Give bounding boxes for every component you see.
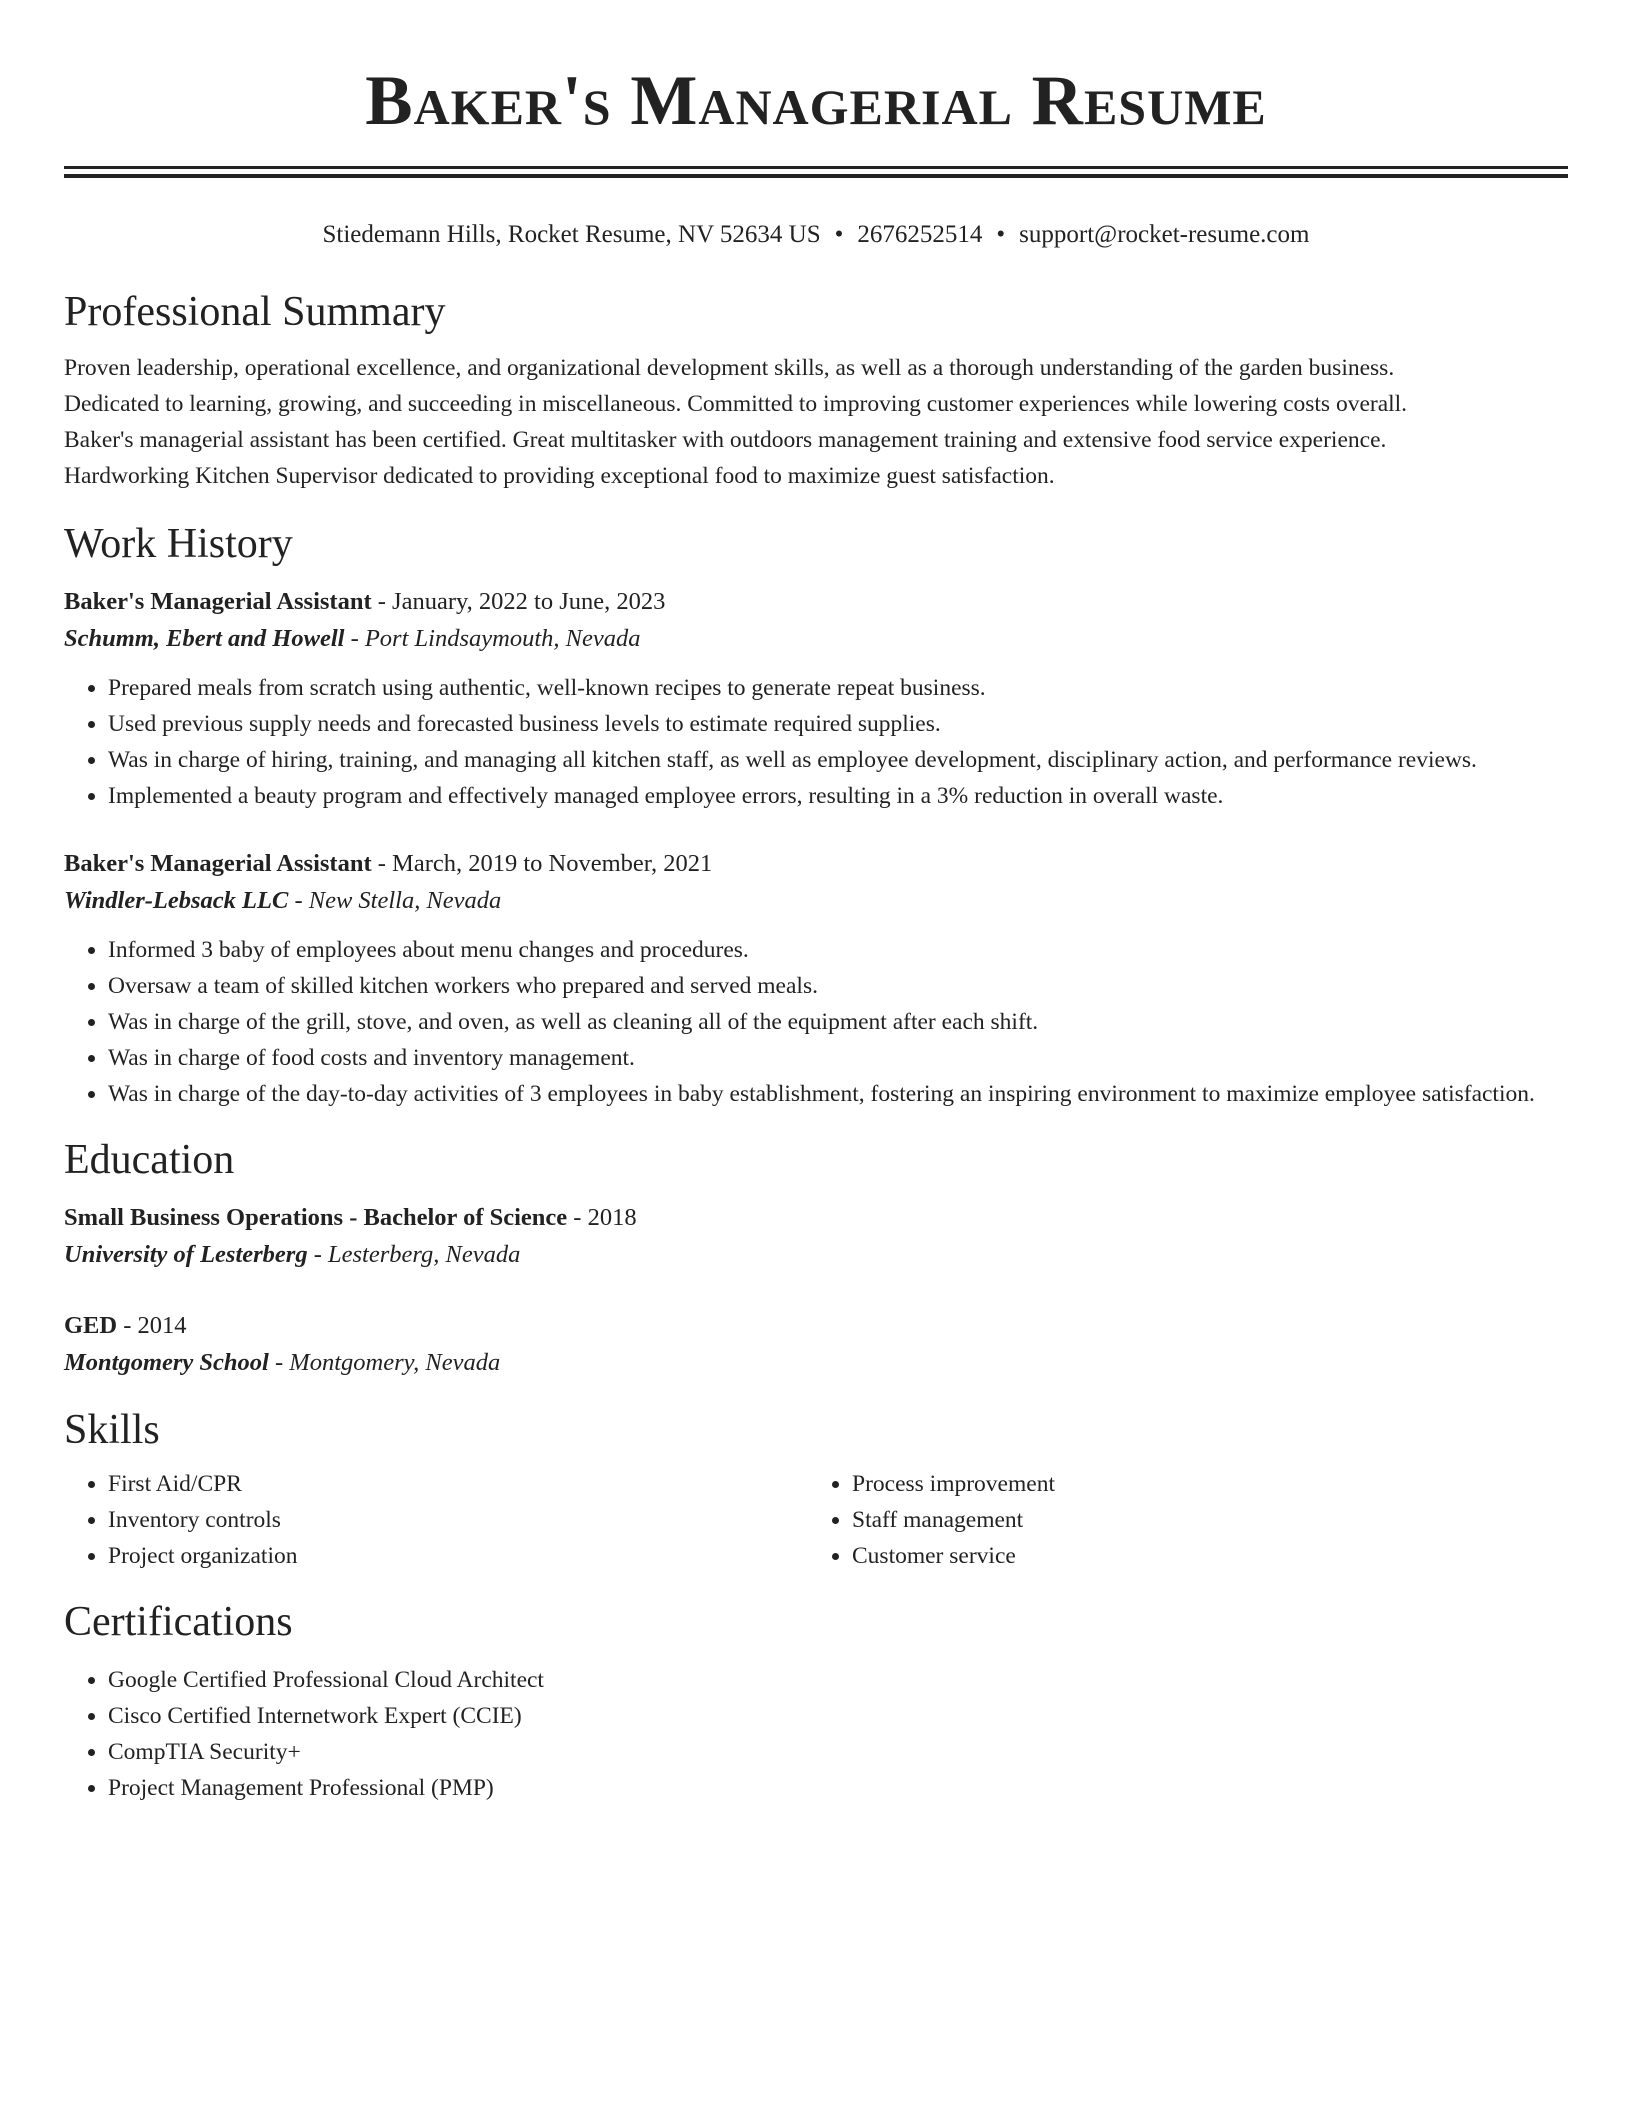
work-history-section <box>64 518 1568 1112</box>
job-location: - New Stella, Nevada <box>294 887 502 914</box>
summary-line: Hardworking Kitchen Supervisor dedicated to providing exceptional food to maximize guest satisfaction. <box>64 463 1055 489</box>
section-heading: Skills <box>64 1407 160 1453</box>
degree-line <box>64 1308 1568 1344</box>
list-item: • Cisco Certified Internetwork Expert (CCIE) <box>108 1698 1568 1734</box>
resume-title: Baker's Managerial Resume <box>365 62 1267 140</box>
school-name: University of Lesterberg <box>64 1241 308 1268</box>
job-company: Schumm, Ebert and Howell <box>64 625 345 652</box>
job-title-line <box>64 584 1568 620</box>
skills-grid <box>64 1466 1568 1574</box>
list-item: • Project Management Professional (PMP) <box>108 1770 1568 1806</box>
job-duties-list <box>64 670 1568 814</box>
graduation-year: - 2014 <box>123 1312 187 1339</box>
list-item: • Oversaw a team of skilled kitchen workers who prepared and served meals. <box>108 968 1568 1004</box>
skills-column-2 <box>808 1466 1552 1574</box>
list-item: • Was in charge of hiring, training, and managing all kitchen staff, as well as employee development, disciplinary action, and performance reviews. <box>108 742 1568 778</box>
list-item: • Was in charge of the day-to-day activities of 3 employees in baby establishment, fostering an inspiring environment to maximize employee satisfaction. <box>108 1076 1568 1112</box>
school-name: Montgomery School <box>64 1349 269 1376</box>
degree: GED <box>64 1312 118 1339</box>
degree: Small Business Operations - Bachelor of Science <box>64 1204 568 1231</box>
list-item: • Project organization <box>108 1538 808 1574</box>
job-entry <box>64 584 1568 814</box>
summary-text <box>64 350 1568 494</box>
list-item: • Informed 3 baby of employees about menu changes and procedures. <box>108 932 1568 968</box>
graduation-year: - 2018 <box>573 1204 637 1231</box>
list-item: • Inventory controls <box>108 1502 808 1538</box>
contact-email[interactable]: support@rocket-resume.com <box>1019 221 1310 248</box>
job-location: - Port Lindsaymouth, Nevada <box>350 625 641 652</box>
summary-line: Dedicated to learning, growing, and succeeding in miscellaneous. Committed to improving customer experiences while lowering costs overall. <box>64 391 1408 417</box>
summary-line: Proven leadership, operational excellence, and organizational development skills, as well as a thorough understanding of the garden business. <box>64 355 1395 381</box>
job-title-line <box>64 846 1568 882</box>
school-line <box>64 1344 1568 1382</box>
job-entry <box>64 846 1568 1112</box>
job-title: Baker's Managerial Assistant <box>64 588 372 615</box>
section-heading: Professional Summary <box>64 289 446 335</box>
section-heading: Education <box>64 1137 235 1183</box>
certifications-list <box>64 1662 1568 1806</box>
title-double-rule <box>64 166 1568 178</box>
skills-section <box>64 1404 1568 1574</box>
list-item: • CompTIA Security+ <box>108 1734 1568 1770</box>
contact-line <box>64 219 1568 251</box>
job-company-line <box>64 620 1568 658</box>
skills-column-1 <box>64 1466 808 1574</box>
degree-line <box>64 1200 1568 1236</box>
certifications-section <box>64 1596 1568 1806</box>
list-item: • Was in charge of food costs and inventory management. <box>108 1040 1568 1076</box>
education-entry <box>64 1200 1568 1274</box>
job-company-line <box>64 882 1568 920</box>
list-item: • Google Certified Professional Cloud Architect <box>108 1662 1568 1698</box>
summary-section <box>64 286 1568 494</box>
summary-line: Baker's managerial assistant has been certified. Great multitasker with outdoors management training and extensive food service experience. <box>64 427 1387 453</box>
list-item: • Was in charge of the grill, stove, and oven, as well as cleaning all of the equipment after each shift. <box>108 1004 1568 1040</box>
school-location: - Montgomery, Nevada <box>275 1349 501 1376</box>
contact-address: Stiedemann Hills, Rocket Resume, NV 52634 US <box>322 221 821 248</box>
list-item: • Implemented a beauty program and effectively managed employee errors, resulting in a 3% reduction in overall waste. <box>108 778 1568 814</box>
job-dates: - January, 2022 to June, 2023 <box>377 588 666 615</box>
job-title: Baker's Managerial Assistant <box>64 850 372 877</box>
school-line <box>64 1236 1568 1274</box>
list-item: • Customer service <box>852 1538 1552 1574</box>
section-heading: Work History <box>64 521 293 567</box>
list-item: • Used previous supply needs and forecasted business levels to estimate required supplies. <box>108 706 1568 742</box>
list-item: • First Aid/CPR <box>108 1466 808 1502</box>
contact-separator: • <box>996 221 1006 248</box>
list-item: • Process improvement <box>852 1466 1552 1502</box>
job-company: Windler-Lebsack LLC <box>64 887 289 914</box>
contact-separator: • <box>834 221 844 248</box>
education-entry <box>64 1308 1568 1382</box>
job-duties-list <box>64 932 1568 1112</box>
list-item: • Staff management <box>852 1502 1552 1538</box>
school-location: - Lesterberg, Nevada <box>313 1241 521 1268</box>
list-item: • Prepared meals from scratch using authentic, well-known recipes to generate repeat business. <box>108 670 1568 706</box>
contact-phone[interactable]: 2676252514 <box>857 221 983 248</box>
section-heading: Certifications <box>64 1599 293 1645</box>
education-section <box>64 1134 1568 1382</box>
resume-page <box>64 0 1568 1806</box>
job-dates: - March, 2019 to November, 2021 <box>377 850 713 877</box>
